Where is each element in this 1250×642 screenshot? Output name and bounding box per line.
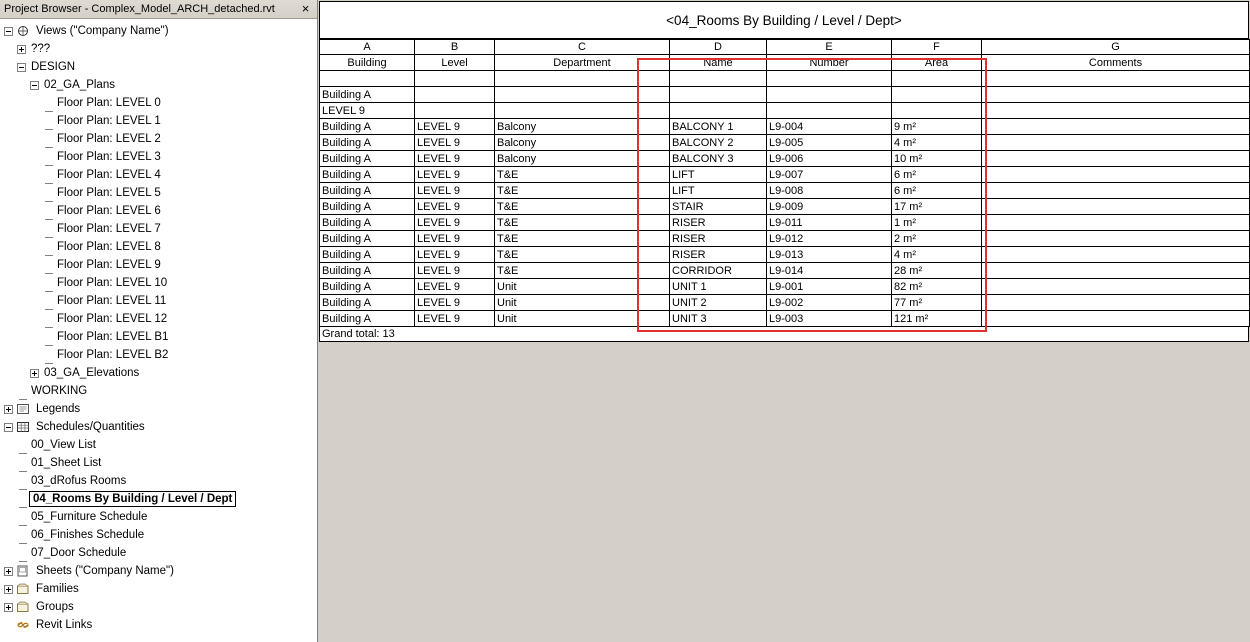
table-cell[interactable]: T&E bbox=[495, 247, 670, 263]
table-cell[interactable]: LIFT bbox=[670, 167, 767, 183]
table-cell[interactable]: BALCONY 1 bbox=[670, 119, 767, 135]
table-cell[interactable]: 2 m² bbox=[892, 231, 982, 247]
tree-item[interactable] bbox=[0, 526, 317, 544]
table-cell[interactable]: Unit bbox=[495, 311, 670, 327]
group-header-empty-cell bbox=[495, 103, 670, 119]
tree-item-label: Floor Plan: LEVEL 3 bbox=[57, 151, 161, 163]
group-header-row bbox=[320, 103, 1250, 119]
table-cell[interactable]: L9-013 bbox=[767, 247, 892, 263]
tree-item[interactable] bbox=[0, 22, 317, 40]
links-icon bbox=[16, 619, 31, 632]
tree-item-label: 02_GA_Plans bbox=[44, 79, 115, 91]
table-row[interactable] bbox=[320, 311, 1250, 327]
tree-item[interactable] bbox=[0, 454, 317, 472]
table-cell[interactable]: T&E bbox=[495, 167, 670, 183]
table-cell[interactable]: 121 m² bbox=[892, 311, 982, 327]
table-row[interactable] bbox=[320, 151, 1250, 167]
group-header-empty-cell bbox=[892, 103, 982, 119]
groups-icon bbox=[16, 601, 31, 614]
tree-item[interactable] bbox=[0, 76, 317, 94]
group-header-empty-cell bbox=[670, 87, 767, 103]
tree-item[interactable] bbox=[0, 616, 317, 634]
tree-item-label: WORKING bbox=[31, 385, 88, 397]
column-letter-header[interactable]: A bbox=[320, 40, 415, 55]
tree-item[interactable] bbox=[0, 184, 317, 202]
tree-item-label: ??? bbox=[31, 43, 51, 55]
table-cell[interactable]: LEVEL 9 bbox=[415, 295, 495, 311]
schedule-table[interactable] bbox=[319, 39, 1250, 327]
table-cell[interactable]: 17 m² bbox=[892, 199, 982, 215]
table-cell[interactable]: LEVEL 9 bbox=[415, 263, 495, 279]
tree-item-label: Floor Plan: LEVEL B2 bbox=[57, 349, 169, 361]
table-cell[interactable]: LEVEL 9 bbox=[415, 183, 495, 199]
table-cell[interactable]: 6 m² bbox=[892, 183, 982, 199]
table-cell[interactable]: 1 m² bbox=[892, 215, 982, 231]
table-cell[interactable]: L9-006 bbox=[767, 151, 892, 167]
table-cell[interactable]: L9-007 bbox=[767, 167, 892, 183]
tree-item-label: Schedules/Quantities bbox=[36, 421, 145, 433]
table-cell[interactable]: LEVEL 9 bbox=[415, 215, 495, 231]
tree-item[interactable] bbox=[0, 508, 317, 526]
table-cell[interactable]: BALCONY 3 bbox=[670, 151, 767, 167]
table-cell[interactable]: Building A bbox=[320, 199, 415, 215]
tree-item-label: 03_GA_Elevations bbox=[44, 367, 140, 379]
table-cell[interactable]: 28 m² bbox=[892, 263, 982, 279]
table-cell[interactable] bbox=[982, 119, 1250, 135]
group-header-row bbox=[320, 87, 1250, 103]
tree-item-label: 07_Door Schedule bbox=[31, 547, 127, 559]
tree-item[interactable] bbox=[0, 364, 317, 382]
table-cell[interactable]: Building A bbox=[320, 231, 415, 247]
tree-item[interactable] bbox=[0, 274, 317, 292]
table-cell[interactable]: UNIT 1 bbox=[670, 279, 767, 295]
group-header-empty-cell bbox=[415, 103, 495, 119]
spacer-cell bbox=[495, 71, 670, 87]
tree-item[interactable] bbox=[0, 490, 317, 508]
table-cell[interactable]: 4 m² bbox=[892, 247, 982, 263]
tree-item-label: Floor Plan: LEVEL 12 bbox=[57, 313, 168, 325]
tree-item[interactable] bbox=[0, 256, 317, 274]
table-cell[interactable]: Balcony bbox=[495, 151, 670, 167]
table-cell[interactable]: 77 m² bbox=[892, 295, 982, 311]
tree-item[interactable] bbox=[0, 220, 317, 238]
group-header-empty-cell bbox=[982, 87, 1250, 103]
collapse-icon[interactable] bbox=[30, 81, 39, 90]
tree-item-label: Families bbox=[36, 583, 79, 595]
families-icon bbox=[16, 583, 31, 596]
table-cell[interactable]: Building A bbox=[320, 167, 415, 183]
table-row[interactable] bbox=[320, 135, 1250, 151]
table-cell[interactable]: RISER bbox=[670, 247, 767, 263]
column-letter-header[interactable]: G bbox=[982, 40, 1250, 55]
table-cell[interactable]: 82 m² bbox=[892, 279, 982, 295]
table-row[interactable] bbox=[320, 247, 1250, 263]
table-cell[interactable]: T&E bbox=[495, 215, 670, 231]
group-header-label[interactable]: LEVEL 9 bbox=[320, 103, 415, 119]
tree-item[interactable] bbox=[0, 166, 317, 184]
table-cell[interactable]: Building A bbox=[320, 215, 415, 231]
tree-item-label: Floor Plan: LEVEL 7 bbox=[57, 223, 161, 235]
table-cell[interactable]: Building A bbox=[320, 311, 415, 327]
field-header-cell[interactable]: Comments bbox=[982, 55, 1250, 71]
expand-icon[interactable] bbox=[4, 585, 13, 594]
table-cell[interactable] bbox=[982, 247, 1250, 263]
table-cell[interactable]: 4 m² bbox=[892, 135, 982, 151]
collapse-icon[interactable] bbox=[17, 63, 26, 72]
spacer-cell bbox=[415, 71, 495, 87]
column-letter-header[interactable]: C bbox=[495, 40, 670, 55]
column-letter-header[interactable]: E bbox=[767, 40, 892, 55]
tree-item[interactable] bbox=[0, 472, 317, 490]
table-cell[interactable]: Unit bbox=[495, 295, 670, 311]
table-row[interactable] bbox=[320, 183, 1250, 199]
project-browser-panel bbox=[0, 0, 318, 642]
table-cell[interactable]: L9-009 bbox=[767, 199, 892, 215]
table-row[interactable] bbox=[320, 215, 1250, 231]
tree-item[interactable] bbox=[0, 562, 317, 580]
table-cell[interactable]: L9-003 bbox=[767, 311, 892, 327]
tree-item[interactable] bbox=[0, 112, 317, 130]
expand-icon[interactable] bbox=[4, 405, 13, 414]
group-header-empty-cell bbox=[767, 87, 892, 103]
table-cell[interactable]: BALCONY 2 bbox=[670, 135, 767, 151]
tree-item-label: 01_Sheet List bbox=[31, 457, 102, 469]
spacer-row bbox=[320, 71, 1250, 87]
table-cell[interactable] bbox=[982, 183, 1250, 199]
table-cell[interactable]: Building A bbox=[320, 119, 415, 135]
tree-item[interactable] bbox=[0, 544, 317, 562]
table-cell[interactable]: T&E bbox=[495, 231, 670, 247]
tree-item-label: 03_dRofus Rooms bbox=[31, 475, 127, 487]
table-row[interactable] bbox=[320, 295, 1250, 311]
table-cell[interactable]: CORRIDOR bbox=[670, 263, 767, 279]
group-header-empty-cell bbox=[495, 87, 670, 103]
table-cell[interactable]: LEVEL 9 bbox=[415, 279, 495, 295]
tree-item[interactable] bbox=[0, 328, 317, 346]
table-cell[interactable]: L9-001 bbox=[767, 279, 892, 295]
group-header-label[interactable]: Building A bbox=[320, 87, 415, 103]
spacer-cell bbox=[767, 71, 892, 87]
table-cell[interactable]: Balcony bbox=[495, 135, 670, 151]
table-cell[interactable]: Building A bbox=[320, 247, 415, 263]
group-header-empty-cell bbox=[892, 87, 982, 103]
project-browser-tree[interactable] bbox=[0, 19, 317, 634]
table-cell[interactable] bbox=[982, 135, 1250, 151]
collapse-icon[interactable] bbox=[4, 27, 13, 36]
tree-item-label: Floor Plan: LEVEL 1 bbox=[57, 115, 161, 127]
table-cell[interactable]: Unit bbox=[495, 279, 670, 295]
tree-item-label: 06_Finishes Schedule bbox=[31, 529, 145, 541]
group-header-empty-cell bbox=[982, 103, 1250, 119]
collapse-icon[interactable] bbox=[4, 423, 13, 432]
field-header-cell[interactable]: Level bbox=[415, 55, 495, 71]
table-cell[interactable] bbox=[982, 231, 1250, 247]
spacer-cell bbox=[320, 71, 415, 87]
table-cell[interactable]: LEVEL 9 bbox=[415, 151, 495, 167]
spacer-cell bbox=[982, 71, 1250, 87]
table-cell[interactable]: L9-011 bbox=[767, 215, 892, 231]
table-row[interactable] bbox=[320, 263, 1250, 279]
field-header-row bbox=[320, 55, 1250, 71]
tree-item-label: Legends bbox=[36, 403, 81, 415]
tree-item-label: Floor Plan: LEVEL 8 bbox=[57, 241, 161, 253]
tree-item-label: Floor Plan: LEVEL B1 bbox=[57, 331, 169, 343]
tree-item[interactable] bbox=[0, 346, 317, 364]
schedule-icon bbox=[16, 421, 31, 434]
grand-total-row: Grand total: 13 bbox=[319, 327, 1249, 342]
tree-item-label: Floor Plan: LEVEL 11 bbox=[57, 295, 167, 307]
tree-item[interactable] bbox=[0, 418, 317, 436]
table-cell[interactable] bbox=[982, 295, 1250, 311]
table-cell[interactable]: RISER bbox=[670, 215, 767, 231]
tree-item[interactable] bbox=[0, 436, 317, 454]
table-row[interactable] bbox=[320, 119, 1250, 135]
group-header-empty-cell bbox=[767, 103, 892, 119]
table-cell[interactable]: L9-002 bbox=[767, 295, 892, 311]
table-cell[interactable]: Building A bbox=[320, 295, 415, 311]
table-cell[interactable] bbox=[982, 279, 1250, 295]
group-header-empty-cell bbox=[670, 103, 767, 119]
legend-icon bbox=[16, 403, 31, 416]
table-row[interactable] bbox=[320, 231, 1250, 247]
column-letter-header[interactable]: F bbox=[892, 40, 982, 55]
table-cell[interactable] bbox=[982, 311, 1250, 327]
group-header-empty-cell bbox=[415, 87, 495, 103]
expand-icon[interactable] bbox=[30, 369, 39, 378]
tree-item-label: Floor Plan: LEVEL 4 bbox=[57, 169, 161, 181]
tree-item[interactable] bbox=[0, 40, 317, 58]
table-cell[interactable]: Building A bbox=[320, 135, 415, 151]
table-cell[interactable] bbox=[982, 151, 1250, 167]
table-cell[interactable]: 10 m² bbox=[892, 151, 982, 167]
table-cell[interactable]: T&E bbox=[495, 263, 670, 279]
project-browser-title-text: Project Browser - Complex_Model_ARCH_detached.rvt bbox=[4, 3, 275, 15]
field-header-cell[interactable]: Building bbox=[320, 55, 415, 71]
table-cell[interactable]: LEVEL 9 bbox=[415, 247, 495, 263]
expand-icon[interactable] bbox=[4, 567, 13, 576]
tree-item-label: Revit Links bbox=[36, 619, 93, 631]
table-cell[interactable]: Building A bbox=[320, 279, 415, 295]
field-header-cell[interactable]: Area bbox=[892, 55, 982, 71]
column-letter-row bbox=[320, 40, 1250, 55]
table-cell[interactable]: 9 m² bbox=[892, 119, 982, 135]
tree-item-label: Floor Plan: LEVEL 10 bbox=[57, 277, 168, 289]
tree-item[interactable] bbox=[0, 382, 317, 400]
table-cell[interactable]: RISER bbox=[670, 231, 767, 247]
table-cell[interactable]: LEVEL 9 bbox=[415, 119, 495, 135]
table-cell[interactable]: UNIT 3 bbox=[670, 311, 767, 327]
table-cell[interactable]: STAIR bbox=[670, 199, 767, 215]
table-cell[interactable]: Building A bbox=[320, 151, 415, 167]
sheets-icon bbox=[16, 565, 31, 578]
table-row[interactable] bbox=[320, 199, 1250, 215]
project-browser-titlebar bbox=[0, 0, 317, 19]
views-icon bbox=[16, 25, 31, 38]
tree-item[interactable] bbox=[0, 58, 317, 76]
tree-item-label: DESIGN bbox=[31, 61, 76, 73]
field-header-cell[interactable]: Number bbox=[767, 55, 892, 71]
tree-item-label: 00_View List bbox=[31, 439, 96, 451]
table-cell[interactable]: Building A bbox=[320, 263, 415, 279]
field-header-cell[interactable]: Department bbox=[495, 55, 670, 71]
table-cell[interactable]: Building A bbox=[320, 183, 415, 199]
tree-item[interactable] bbox=[0, 130, 317, 148]
table-cell[interactable]: LEVEL 9 bbox=[415, 199, 495, 215]
column-letter-header[interactable]: B bbox=[415, 40, 495, 55]
table-cell[interactable]: UNIT 2 bbox=[670, 295, 767, 311]
tree-item-label: Groups bbox=[36, 601, 74, 613]
spacer-cell bbox=[892, 71, 982, 87]
table-cell[interactable] bbox=[982, 263, 1250, 279]
table-row[interactable] bbox=[320, 167, 1250, 183]
table-cell[interactable]: LEVEL 9 bbox=[415, 231, 495, 247]
table-cell[interactable]: L9-004 bbox=[767, 119, 892, 135]
tree-item[interactable] bbox=[0, 580, 317, 598]
table-cell[interactable]: T&E bbox=[495, 199, 670, 215]
tree-item-label: Views ("Company Name") bbox=[36, 25, 169, 37]
tree-item[interactable] bbox=[0, 94, 317, 112]
tree-item[interactable] bbox=[0, 238, 317, 256]
close-icon[interactable]: × bbox=[301, 1, 310, 16]
table-cell[interactable]: L9-014 bbox=[767, 263, 892, 279]
table-cell[interactable]: LEVEL 9 bbox=[415, 135, 495, 151]
tree-item-label: Floor Plan: LEVEL 5 bbox=[57, 187, 161, 199]
schedule-sheet bbox=[319, 1, 1249, 342]
spacer-cell bbox=[670, 71, 767, 87]
table-cell[interactable]: LIFT bbox=[670, 183, 767, 199]
table-cell[interactable] bbox=[982, 215, 1250, 231]
table-cell[interactable]: L9-012 bbox=[767, 231, 892, 247]
column-letter-header[interactable]: D bbox=[670, 40, 767, 55]
tree-item-label: Floor Plan: LEVEL 2 bbox=[57, 133, 161, 145]
expand-icon[interactable] bbox=[17, 45, 26, 54]
tree-item-label: Floor Plan: LEVEL 6 bbox=[57, 205, 161, 217]
tree-item[interactable] bbox=[0, 202, 317, 220]
table-cell[interactable] bbox=[982, 167, 1250, 183]
table-cell[interactable]: LEVEL 9 bbox=[415, 311, 495, 327]
table-cell[interactable]: L9-008 bbox=[767, 183, 892, 199]
tree-item-label: Floor Plan: LEVEL 9 bbox=[57, 259, 161, 271]
table-cell[interactable]: T&E bbox=[495, 183, 670, 199]
tree-item[interactable] bbox=[0, 310, 317, 328]
table-cell[interactable] bbox=[982, 199, 1250, 215]
table-cell[interactable]: 6 m² bbox=[892, 167, 982, 183]
expand-icon[interactable] bbox=[4, 603, 13, 612]
table-cell[interactable]: Balcony bbox=[495, 119, 670, 135]
tree-item[interactable] bbox=[0, 400, 317, 418]
table-cell[interactable]: L9-005 bbox=[767, 135, 892, 151]
schedule-view-area bbox=[318, 0, 1250, 642]
tree-item-label: Floor Plan: LEVEL 0 bbox=[57, 97, 161, 109]
tree-item-label: 04_Rooms By Building / Level / Dept bbox=[29, 491, 236, 507]
table-row[interactable] bbox=[320, 279, 1250, 295]
tree-item[interactable] bbox=[0, 148, 317, 166]
table-cell[interactable]: LEVEL 9 bbox=[415, 167, 495, 183]
field-header-cell[interactable]: Name bbox=[670, 55, 767, 71]
tree-item[interactable] bbox=[0, 292, 317, 310]
tree-item-label: 05_Furniture Schedule bbox=[31, 511, 148, 523]
tree-item[interactable] bbox=[0, 598, 317, 616]
tree-item-label: Sheets ("Company Name") bbox=[36, 565, 174, 577]
schedule-title: <04_Rooms By Building / Level / Dept> bbox=[319, 1, 1249, 39]
